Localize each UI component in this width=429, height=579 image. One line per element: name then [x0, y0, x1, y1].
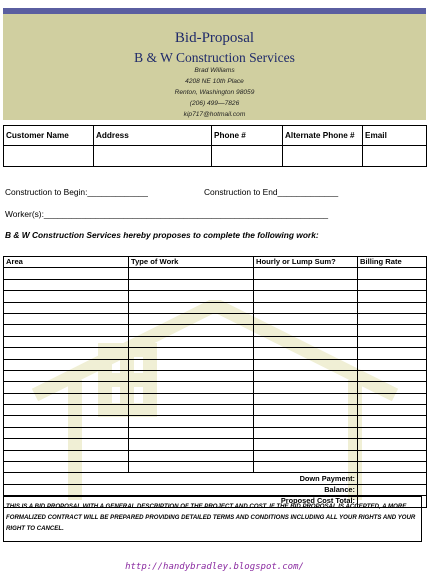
- work-table: [3, 256, 427, 508]
- area-cell[interactable]: [4, 348, 129, 359]
- phone-header: Phone #: [212, 126, 283, 146]
- work-row: [4, 439, 427, 450]
- address-header: Address: [94, 126, 212, 146]
- alternate-phone-cell[interactable]: [283, 146, 363, 167]
- billing-rate-cell[interactable]: [358, 370, 427, 381]
- work-row: [4, 348, 427, 359]
- proposal-statement: B & W Construction Services hereby proposes to complete the following work:: [5, 230, 319, 240]
- type-of-work-cell[interactable]: [129, 405, 254, 416]
- work-row: [4, 462, 427, 473]
- contact-city: Renton, Washington 98059: [174, 89, 255, 96]
- hourly-or-lump-cell[interactable]: [254, 302, 358, 313]
- area-cell[interactable]: [4, 268, 129, 279]
- customer-entry-row: [4, 146, 427, 167]
- hourly-or-lump-cell[interactable]: [254, 427, 358, 438]
- contact-email: kip717@hotmail.com: [183, 111, 246, 118]
- work-row: [4, 313, 427, 324]
- type-of-work-cell[interactable]: [129, 348, 254, 359]
- billing-rate-cell[interactable]: [358, 462, 427, 473]
- work-header-row: [4, 257, 427, 268]
- work-row: [4, 450, 427, 461]
- work-row: [4, 302, 427, 313]
- work-row: [4, 291, 427, 302]
- email-header: Email: [363, 126, 427, 146]
- hourly-or-lump-cell[interactable]: [254, 405, 358, 416]
- workers-field[interactable]: Worker(s):_____________________________________________________________: [5, 209, 329, 219]
- area-header: Area: [4, 257, 129, 268]
- area-cell[interactable]: [4, 325, 129, 336]
- company-name: B & W Construction Services: [134, 50, 295, 65]
- type-of-work-cell[interactable]: [129, 302, 254, 313]
- billing-rate-cell[interactable]: [358, 336, 427, 347]
- down-payment-label: Down Payment:: [4, 473, 358, 484]
- header-stripe: [3, 8, 426, 14]
- hourly-or-lump-cell[interactable]: [254, 439, 358, 450]
- hourly-or-lump-cell[interactable]: [254, 336, 358, 347]
- area-cell[interactable]: [4, 393, 129, 404]
- billing-rate-cell[interactable]: [358, 439, 427, 450]
- work-row: [4, 416, 427, 427]
- area-cell[interactable]: [4, 427, 129, 438]
- area-cell[interactable]: [4, 302, 129, 313]
- summary-row: [4, 473, 427, 484]
- area-cell[interactable]: [4, 279, 129, 290]
- area-cell[interactable]: [4, 405, 129, 416]
- work-row: [4, 382, 427, 393]
- work-row: [4, 405, 427, 416]
- contact-phone: (206) 499—7826: [189, 100, 240, 107]
- header-band: [3, 8, 426, 120]
- proposed-cost-total-label: Proposed Cost Total:: [4, 496, 358, 507]
- area-cell[interactable]: [4, 359, 129, 370]
- hourly-or-lump-header: Hourly or Lump Sum?: [254, 257, 358, 268]
- billing-rate-cell[interactable]: [358, 268, 427, 279]
- billing-rate-cell[interactable]: [358, 302, 427, 313]
- work-row: [4, 279, 427, 290]
- hourly-or-lump-cell[interactable]: [254, 313, 358, 324]
- type-of-work-cell[interactable]: [129, 370, 254, 381]
- type-of-work-cell[interactable]: [129, 439, 254, 450]
- disclaimer-text: THIS IS A BID PROPOSAL WITH A GENERAL DESCRIPTION OF THE PROJECT AND COST. IF THE BID PROPOSAL IS ACCEPTED, A MORE FORMALIZED CONTRACT WILL BE PREPARED PROVIDING DETAILED TERMS AND CONDITIONS INCLUDING ALL YOUR RIGHTS AND YOUR RIGHT TO CANCEL.: [3, 496, 422, 542]
- type-of-work-header: Type of Work: [129, 257, 254, 268]
- type-of-work-cell[interactable]: [129, 268, 254, 279]
- type-of-work-cell[interactable]: [129, 427, 254, 438]
- billing-rate-cell[interactable]: [358, 359, 427, 370]
- construction-begin-field[interactable]: Construction to Begin:_____________: [5, 187, 148, 197]
- area-cell[interactable]: [4, 416, 129, 427]
- contact-street: 4208 NE 10th Place: [185, 78, 244, 85]
- billing-rate-cell[interactable]: [358, 450, 427, 461]
- area-cell[interactable]: [4, 382, 129, 393]
- hourly-or-lump-cell[interactable]: [254, 370, 358, 381]
- hourly-or-lump-cell[interactable]: [254, 393, 358, 404]
- customer-table: [3, 125, 427, 167]
- type-of-work-cell[interactable]: [129, 450, 254, 461]
- balance-label: Balance:: [4, 484, 358, 495]
- address-cell[interactable]: [94, 146, 212, 167]
- type-of-work-cell[interactable]: [129, 291, 254, 302]
- hourly-or-lump-cell[interactable]: [254, 382, 358, 393]
- area-cell[interactable]: [4, 462, 129, 473]
- billing-rate-cell[interactable]: [358, 393, 427, 404]
- hourly-or-lump-cell[interactable]: [254, 268, 358, 279]
- billing-rate-cell[interactable]: [358, 416, 427, 427]
- type-of-work-cell[interactable]: [129, 393, 254, 404]
- customer-name-header: Customer Name: [4, 126, 94, 146]
- billing-rate-cell[interactable]: [358, 348, 427, 359]
- work-row: [4, 427, 427, 438]
- area-cell[interactable]: [4, 291, 129, 302]
- footer-url-link[interactable]: http://handybradley.blogspot.com/: [125, 562, 304, 572]
- type-of-work-cell[interactable]: [129, 382, 254, 393]
- type-of-work-cell[interactable]: [129, 416, 254, 427]
- alternate-phone-header: Alternate Phone #: [283, 126, 363, 146]
- hourly-or-lump-cell[interactable]: [254, 359, 358, 370]
- hourly-or-lump-cell[interactable]: [254, 325, 358, 336]
- construction-end-field[interactable]: Construction to End_____________: [204, 187, 339, 197]
- hourly-or-lump-cell[interactable]: [254, 450, 358, 461]
- contact-name: Brad Williams: [194, 67, 235, 74]
- phone-cell[interactable]: [212, 146, 283, 167]
- hourly-or-lump-cell[interactable]: [254, 462, 358, 473]
- customer-header-row: [4, 126, 427, 146]
- area-cell[interactable]: [4, 313, 129, 324]
- billing-rate-cell[interactable]: [358, 279, 427, 290]
- work-row: [4, 370, 427, 381]
- billing-rate-cell[interactable]: [358, 291, 427, 302]
- area-cell[interactable]: [4, 336, 129, 347]
- billing-rate-cell[interactable]: [358, 427, 427, 438]
- work-row: [4, 336, 427, 347]
- type-of-work-cell[interactable]: [129, 336, 254, 347]
- summary-value-cell[interactable]: [358, 484, 427, 495]
- hourly-or-lump-cell[interactable]: [254, 279, 358, 290]
- billing-rate-cell[interactable]: [358, 313, 427, 324]
- work-row: [4, 393, 427, 404]
- email-cell[interactable]: [363, 146, 427, 167]
- customer-name-cell[interactable]: [4, 146, 94, 167]
- type-of-work-cell[interactable]: [129, 462, 254, 473]
- area-cell[interactable]: [4, 439, 129, 450]
- work-row: [4, 325, 427, 336]
- hourly-or-lump-cell[interactable]: [254, 348, 358, 359]
- type-of-work-cell[interactable]: [129, 313, 254, 324]
- summary-row: [4, 484, 427, 495]
- type-of-work-cell[interactable]: [129, 359, 254, 370]
- billing-rate-cell[interactable]: [358, 405, 427, 416]
- hourly-or-lump-cell[interactable]: [254, 416, 358, 427]
- summary-value-cell[interactable]: [358, 473, 427, 484]
- billing-rate-header: Billing Rate: [358, 257, 427, 268]
- work-row: [4, 359, 427, 370]
- type-of-work-cell[interactable]: [129, 279, 254, 290]
- hourly-or-lump-cell[interactable]: [254, 291, 358, 302]
- area-cell[interactable]: [4, 370, 129, 381]
- type-of-work-cell[interactable]: [129, 325, 254, 336]
- billing-rate-cell[interactable]: [358, 382, 427, 393]
- area-cell[interactable]: [4, 450, 129, 461]
- billing-rate-cell[interactable]: [358, 325, 427, 336]
- document-title: Bid-Proposal: [174, 30, 255, 46]
- work-row: [4, 268, 427, 279]
